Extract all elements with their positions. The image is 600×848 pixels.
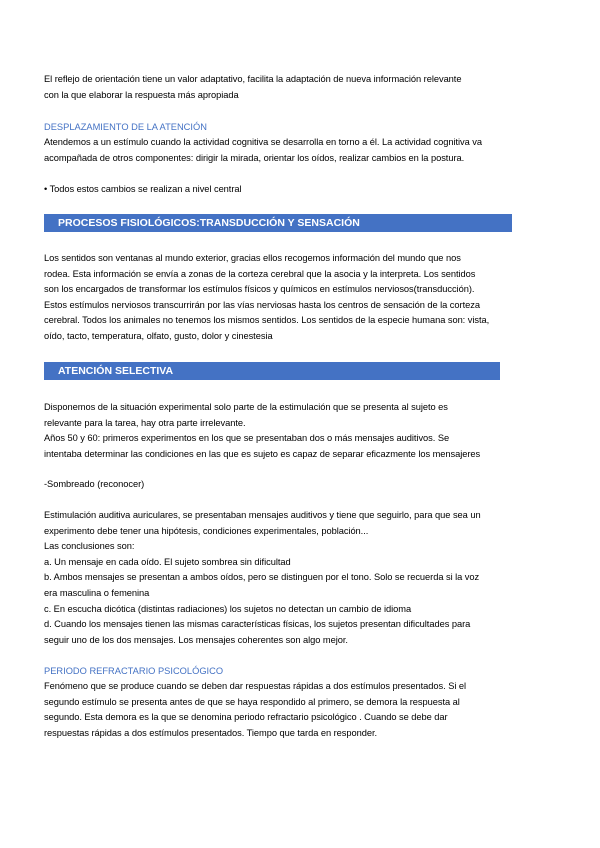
processes-banner: PROCESOS FISIOLÓGICOS:TRANSDUCCIÓN Y SENSACIÓN: [44, 214, 512, 232]
shadowing-label: [44, 477, 564, 493]
text-line: b. Ambos mensajes se presentan a ambos oídos, pero se distinguen por el tono. Solo se recuerda si la voz: [44, 572, 480, 583]
intro-paragraph: [44, 72, 564, 103]
bullet-line: • Todos estos cambios se realizan a nivel central: [44, 184, 242, 194]
text-line: c. En escucha dicótica (distintas radiaciones) los sujetos no detectan un cambio de idioma: [44, 603, 412, 614]
text-line: cerebral. Todos los animales no tenemos los mismos sentidos. Los sentidos de la especie humana son: vista,: [44, 315, 490, 326]
text-line: segundo estímulo se presenta antes de que se haya respondido al primero, se demora la respuesta al: [44, 696, 460, 707]
text-line: intentaba determinar las condiciones en las que es sujeto es capaz de separar eficazmente los mensajeres: [44, 448, 481, 459]
text-line: -Sombreado (reconocer): [44, 479, 145, 489]
text-line: Años 50 y 60: primeros experimentos en los que se presentaban dos o más mensajes auditivos. Se: [44, 433, 450, 444]
text-line: respuestas rápidas a dos estímulos presentados. Tiempo que tarda en responder.: [44, 727, 378, 738]
text-line: rodea. Esta información se envía a zonas de la corteza cerebral que la asocia y la interpreta. Los sentidos: [44, 268, 476, 279]
selective-attention-banner: ATENCIÓN SELECTIVA: [44, 362, 500, 380]
text-line: acompañada de otros componentes: dirigir la mirada, orientar los oídos, realizar cambios en la postura.: [44, 152, 465, 163]
shadowing-paragraph: [44, 508, 564, 648]
text-line: son los encargados de transformar los estímulos físicos y químicos en estímulos nerviosos(transducción).: [44, 284, 475, 295]
text-line: seguir uno de los dos mensajes. Los mensajes coherentes son algo mejor.: [44, 634, 348, 645]
displacement-bullet: [44, 182, 564, 198]
text-line: a. Un mensaje en cada oído. El sujeto sombrea sin dificultad: [44, 556, 291, 567]
text-line: Estos estímulos nerviosos transcurrirán por las vías nerviosas hasta los centros de sensación de la corteza: [44, 299, 480, 310]
text-line: segundo. Esta demora es la que se denomina periodo refractario psicológico . Cuando se debe dar: [44, 712, 448, 723]
text-line: era masculina o femenina: [44, 587, 150, 598]
text-line: Atendemos a un estímulo cuando la actividad cognitiva se desarrolla en torno a él. La actividad cognitiva va: [44, 137, 483, 147]
text-line: con la que elaborar la respuesta más apropiada: [44, 89, 239, 100]
text-line: Los sentidos son ventanas al mundo exterior, gracias ellos recogemos información del mundo que nos: [44, 253, 461, 263]
displacement-paragraph: [44, 135, 564, 166]
text-line: Disponemos de la situación experimental solo parte de la estimulación que se presenta al sujeto es: [44, 402, 448, 412]
text-line: oído, tacto, temperatura, olfato, gusto, dolor y cinestesia: [44, 330, 273, 341]
processes-paragraph: [44, 251, 564, 345]
refractory-paragraph: [44, 679, 564, 741]
text-line: relevante para la tarea, hay otra parte irrelevante.: [44, 417, 246, 428]
refractory-heading: PERIODO REFRACTARIO PSICOLÓGICO: [44, 666, 224, 676]
text-line: d. Cuando los mensajes tienen las mismas características físicas, los sujetos presentan dificultades para: [44, 619, 471, 630]
text-line: experimento debe tener una hipótesis, condiciones experimentales, población...: [44, 525, 369, 536]
displacement-heading: DESPLAZAMIENTO DE LA ATENCIÓN: [44, 122, 207, 132]
text-line: El reflejo de orientación tiene un valor adaptativo, facilita la adaptación de nueva información relevante: [44, 74, 462, 84]
selective-paragraph: [44, 400, 564, 462]
text-line: Estimulación auditiva auriculares, se presentaban mensajes auditivos y tiene que seguirlo, para que sea un: [44, 510, 481, 520]
text-line: Fenómeno que se produce cuando se deben dar respuestas rápidas a dos estímulos presentados. Si el: [44, 681, 467, 691]
text-line: Las conclusiones son:: [44, 541, 135, 552]
